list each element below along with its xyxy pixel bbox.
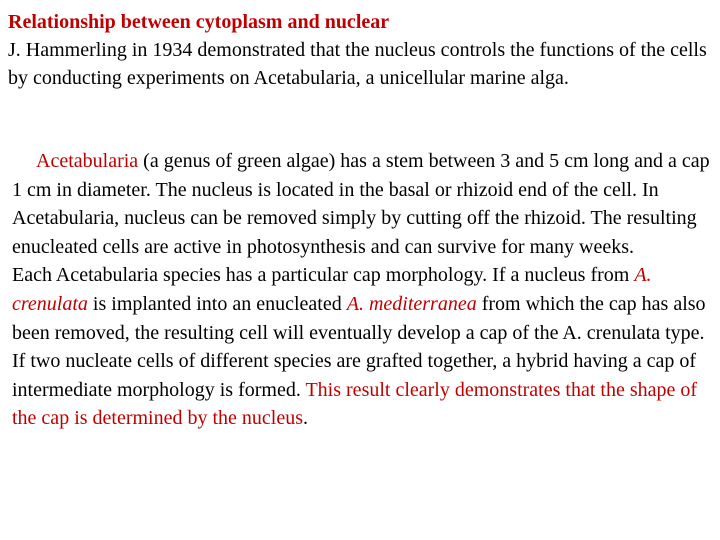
- paragraph-acetabularia: [12, 147, 716, 261]
- paragraph-1-text: (a genus of green algae) has a stem between 3 and 5 cm long and a cap 1 cm in diameter. The nucleus is located in the basal or rhizoid end of the cell. In Acetabularia, nucleus can be removed simply by cutting off the rhizoid. The resulting enucleated cells are active in photosynthesis and can survive for many weeks.: [12, 150, 710, 258]
- paragraph-2-text-2: is implanted into an enucleated: [87, 292, 347, 315]
- paragraph-2-end: .: [303, 407, 309, 430]
- intro-text: J. Hammerling in 1934 demonstrated that the nucleus controls the functions of the cells by conducting experiments on Acetabularia, a unicellular marine alga.: [8, 39, 707, 89]
- paragraph-2-text-3: from which the cap has also been removed, the resulting cell will eventually develop a cap of the A. crenulata type. If two nucleate cells of different species are grafted together, a hybrid having a cap of intermediate morphology is formed.: [12, 292, 706, 401]
- section-heading: Relationship between cytoplasm and nuclear: [8, 11, 390, 33]
- paragraph-2-text-1: Each Acetabularia species has a particular cap morphology. If a nucleus from: [12, 264, 635, 287]
- species-mediterranea: A. mediterranea: [346, 292, 477, 315]
- conclusion-text: This result clearly demonstrates that the shape of the cap is determined by the nucleus: [12, 378, 698, 430]
- intro-block: [8, 8, 708, 92]
- paragraph-cap-morphology: [12, 261, 716, 433]
- species-crenulata: A. crenulata: [12, 264, 652, 315]
- term-acetabularia: Acetabularia: [36, 150, 139, 172]
- body-block: [12, 147, 716, 433]
